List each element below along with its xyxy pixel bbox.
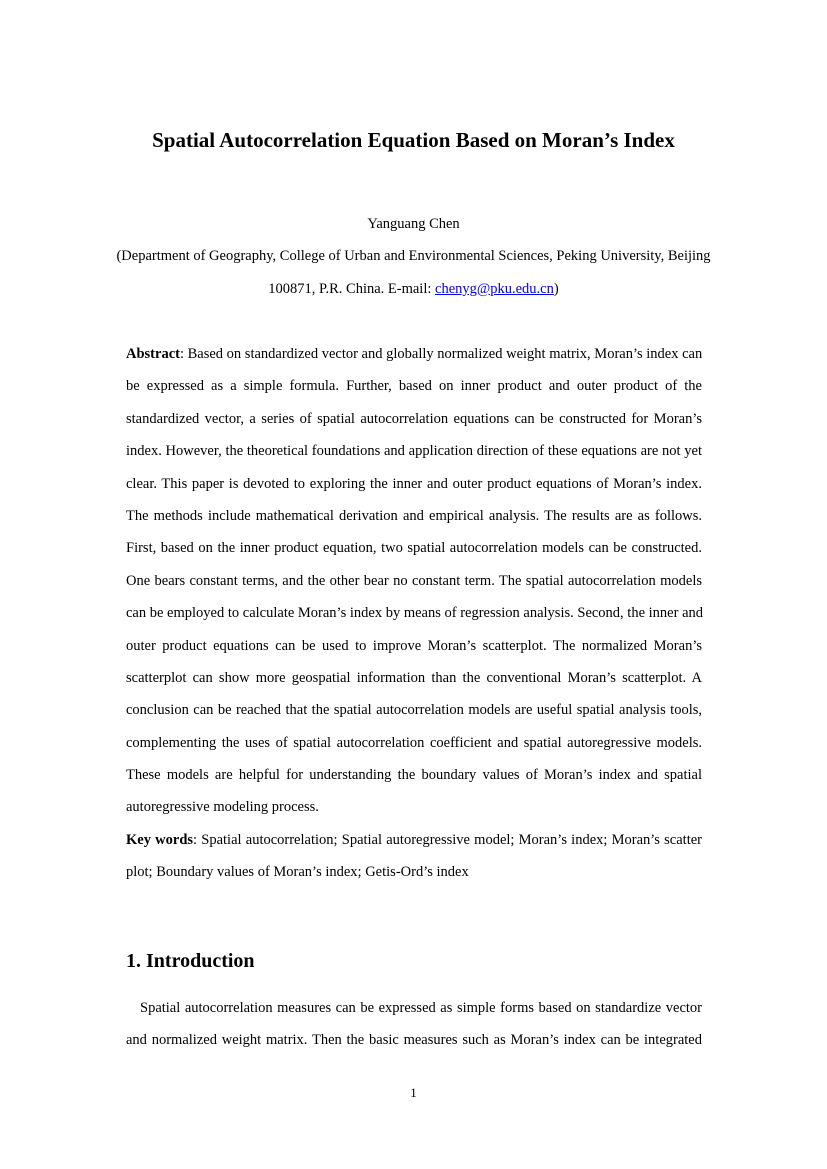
abstract-line: conclusion can be reached that the spatial autocorrelation models are useful spatial analysis tools, <box>126 702 702 719</box>
abstract-line: The methods include mathematical derivation and empirical analysis. The results are as follows. <box>126 507 702 524</box>
keywords-line: plot; Boundary values of Moran’s index; Getis-Ord’s index <box>126 864 469 881</box>
affiliation-line-2 <box>100 277 727 301</box>
author-name: Yanguang Chen <box>367 216 460 232</box>
affiliation-address: 100871, P.R. China. E-mail: <box>268 281 436 297</box>
abstract-block <box>126 338 702 889</box>
abstract-line: autoregressive modeling process. <box>126 799 319 816</box>
abstract-line: outer product equations can be used to improve Moran’s scatterplot. The normalized Moran’s <box>126 637 702 654</box>
abstract-line: complementing the uses of spatial autocorrelation coefficient and spatial autoregressive models. <box>126 734 702 751</box>
abstract-label: Abstract <box>126 346 180 362</box>
abstract-line: standardized vector, a series of spatial autocorrelation equations can be constructed for Moran’s <box>126 410 702 427</box>
abstract-line: Abstract: Based on standardized vector and globally normalized weight matrix, Moran’s index can <box>126 346 703 362</box>
keywords-line: Key words: Spatial autocorrelation; Spatial autoregressive model; Moran’s index; Moran’s scatter <box>126 831 702 848</box>
abstract-line: scatterplot can show more geospatial information than the conventional Moran’s scatterplot. A <box>126 669 702 686</box>
affiliation-line-1: (Department of Geography, College of Urban and Environmental Sciences, Peking University, Beijing <box>116 248 711 264</box>
email-link[interactable]: chenyg@pku.edu.cn <box>435 281 554 297</box>
introduction-paragraph <box>126 992 702 1057</box>
introduction-line: and normalized weight matrix. Then the basic measures such as Moran’s index can be integrated <box>126 1032 702 1049</box>
abstract-line: can be employed to calculate Moran’s index by means of regression analysis. Second, the inner and <box>126 605 704 622</box>
keywords-label: Key words <box>126 831 194 848</box>
abstract-line: One bears constant terms, and the other bear no constant term. The spatial autocorrelation models <box>126 572 702 589</box>
abstract-line: clear. This paper is devoted to exploring the inner and outer product equations of Moran’s index. <box>126 475 702 492</box>
abstract-line: These models are helpful for understanding the boundary values of Moran’s index and spatial <box>126 767 702 784</box>
paper-title: Spatial Autocorrelation Equation Based on Moran’s Index <box>152 128 675 152</box>
affiliation-close-paren: ) <box>553 281 559 297</box>
introduction-line: Spatial autocorrelation measures can be expressed as simple forms based on standardize vector <box>140 1000 702 1016</box>
section-heading-introduction: 1. Introduction <box>126 950 255 972</box>
abstract-line: index. However, the theoretical foundations and application direction of these equations are not yet <box>126 443 702 460</box>
abstract-line: First, based on the inner product equation, two spatial autocorrelation models can be constructed. <box>126 540 702 557</box>
abstract-line: be expressed as a simple formula. Further, based on inner product and outer product of the <box>126 378 702 395</box>
page-number: 1 <box>410 1085 417 1100</box>
